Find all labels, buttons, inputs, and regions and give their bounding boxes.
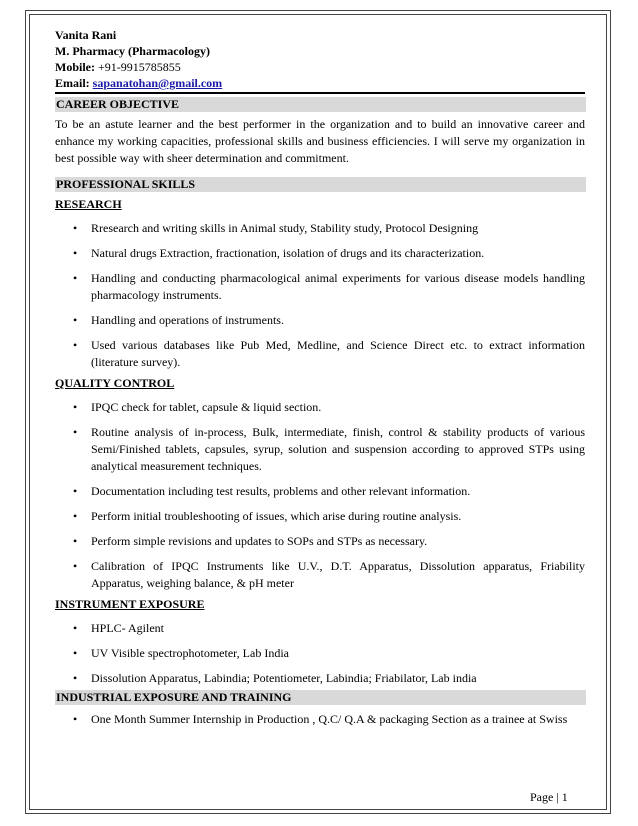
bullet-icon: • bbox=[73, 712, 78, 726]
quality-control-list bbox=[55, 399, 585, 592]
bullet-icon: • bbox=[73, 246, 78, 260]
bullet-icon: • bbox=[73, 400, 78, 414]
list-item: • Used various databases like Pub Med, Medline, and Science Direct etc. to extract information (literature survey). bbox=[73, 338, 585, 369]
quality-control-heading: QUALITY CONTROL bbox=[55, 376, 175, 390]
instrument-exposure-list bbox=[55, 620, 585, 687]
list-item: • Documentation including test results, problems and other relevant information. bbox=[73, 484, 471, 498]
list-item: • IPQC check for tablet, capsule & liquid section. bbox=[73, 400, 322, 414]
email-line bbox=[55, 75, 585, 91]
list-item: • Handling and conducting pharmacological animal experiments for various disease models handling pharmacology instruments. bbox=[73, 271, 585, 302]
header-divider bbox=[55, 92, 585, 94]
professional-skills-heading: PROFESSIONAL SKILLS bbox=[55, 177, 586, 192]
bullet-icon: • bbox=[73, 671, 78, 685]
research-heading: RESEARCH bbox=[55, 197, 122, 211]
list-item: • Rresearch and writing skills in Animal study, Stability study, Protocol Designing bbox=[73, 221, 479, 235]
mobile-value: +91-9915785855 bbox=[98, 60, 181, 74]
bullet-icon: • bbox=[73, 425, 78, 439]
bullet-icon: • bbox=[73, 509, 78, 523]
list-item: • UV Visible spectrophotometer, Lab India bbox=[73, 646, 289, 660]
bullet-icon: • bbox=[73, 338, 78, 352]
email-label: Email: bbox=[55, 76, 90, 90]
research-list bbox=[55, 220, 585, 371]
resume-content bbox=[55, 27, 585, 728]
bullet-icon: • bbox=[73, 559, 78, 573]
industrial-exposure-heading: INDUSTRIAL EXPOSURE AND TRAINING bbox=[55, 690, 586, 705]
mobile-line bbox=[55, 59, 585, 75]
email-link[interactable]: sapanatohan@gmail.com bbox=[92, 76, 223, 90]
bullet-icon: • bbox=[73, 646, 78, 660]
instrument-exposure-heading: INSTRUMENT EXPOSURE bbox=[55, 597, 205, 611]
bullet-icon: • bbox=[73, 313, 78, 327]
page-number: Page | 1 bbox=[530, 790, 568, 804]
list-item: • Natural drugs Extraction, fractionation, isolation of drugs and its characterization. bbox=[73, 246, 485, 260]
list-item: • Perform simple revisions and updates to SOPs and STPs as necessary. bbox=[73, 534, 428, 548]
list-item: • HPLC- Agilent bbox=[73, 621, 165, 635]
career-objective-text: To be an astute learner and the best performer in the organization and to build an innovative career and enhance my working capacities, professional skills and business efficiencies. I will serve my organization in best possible way with sheer determination and commitment. bbox=[55, 117, 585, 165]
list-item: • Dissolution Apparatus, Labindia; Potentiometer, Labindia; Friabilator, Lab india bbox=[73, 671, 477, 685]
industrial-exposure-list bbox=[55, 711, 585, 728]
list-item: • Handling and operations of instruments. bbox=[73, 313, 284, 327]
list-item: • Calibration of IPQC Instruments like U.V., D.T. Apparatus, Dissolution apparatus, Friability Apparatus, weighing balance, & pH meter bbox=[73, 559, 585, 590]
list-item: • Routine analysis of in-process, Bulk, intermediate, finish, control & stability products of various Semi/Finished tablets, capsules, syrup, solution and suspension according to approved STPs using analytical measurement techniques. bbox=[73, 425, 585, 473]
list-item: • Perform initial troubleshooting of issues, which arise during routine analysis. bbox=[73, 509, 462, 523]
mobile-label: Mobile: bbox=[55, 60, 95, 74]
candidate-degree: M. Pharmacy (Pharmacology) bbox=[55, 44, 210, 58]
candidate-name: Vanita Rani bbox=[55, 28, 117, 42]
list-item: • One Month Summer Internship in Production , Q.C/ Q.A & packaging Section as a trainee at Swiss bbox=[73, 712, 568, 726]
career-objective-heading: CAREER OBJECTIVE bbox=[55, 97, 586, 112]
bullet-icon: • bbox=[73, 534, 78, 548]
bullet-icon: • bbox=[73, 484, 78, 498]
bullet-icon: • bbox=[73, 271, 78, 285]
bullet-icon: • bbox=[73, 621, 78, 635]
bullet-icon: • bbox=[73, 221, 78, 235]
